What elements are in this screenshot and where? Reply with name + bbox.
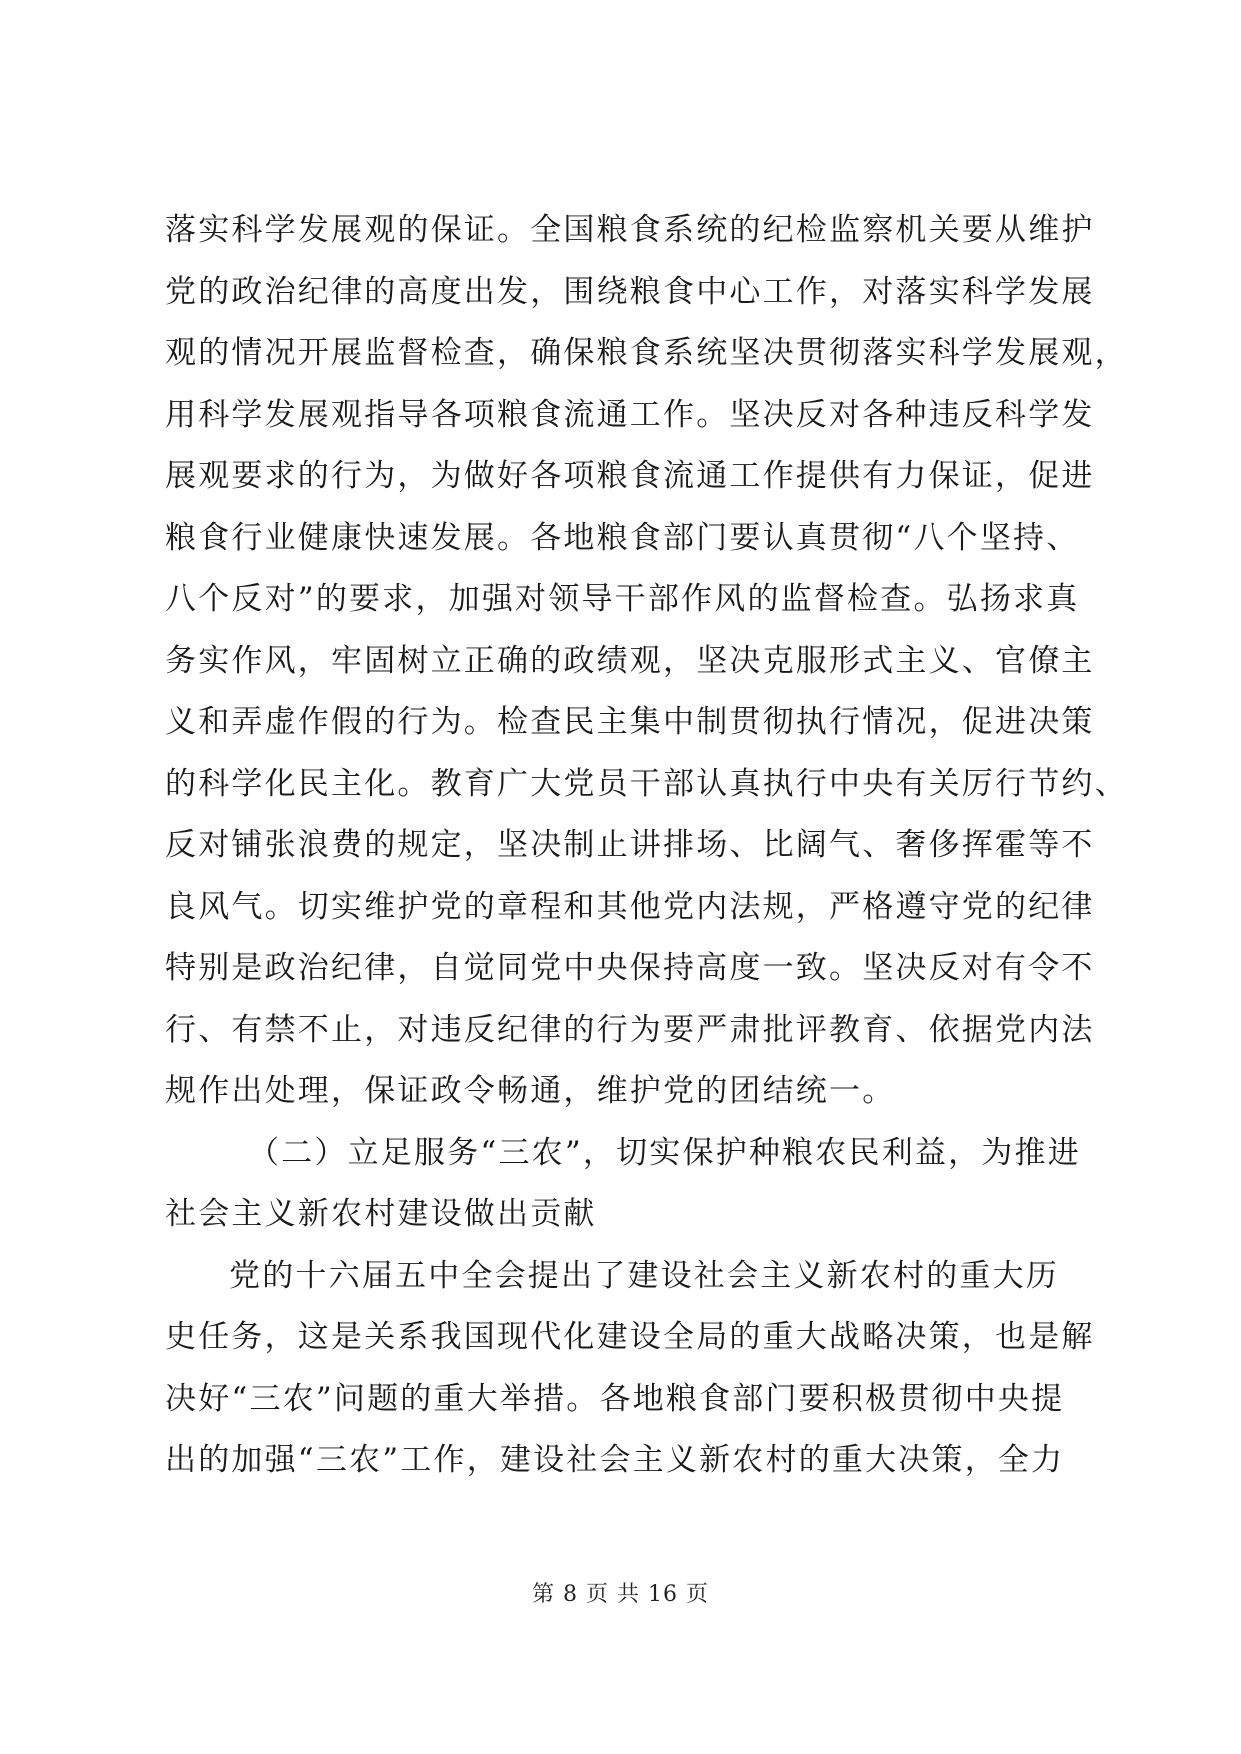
document-body — [165, 200, 1128, 1492]
text-line: 展观要求的行为，为做好各项粮食流通工作提供有力保证，促进 — [165, 458, 1095, 494]
text-line: 良风气。切实维护党的章程和其他党内法规，严格遵守党的纪律 — [165, 888, 1095, 925]
text-line: 粮食行业健康快速发展。各地粮食部门要认真贯彻“八个坚持、 — [165, 519, 1080, 556]
text-line: 观的情况开展监督检查，确保粮食系统坚决贯彻落实科学发展观， — [165, 335, 1128, 371]
text-line: 务实作风，牢固树立正确的政绩观，坚决克服形式主义、官僚主 — [165, 642, 1095, 679]
text-line: 八个反对”的要求，加强对领导干部作风的监督检查。弘扬求真 — [165, 581, 1080, 617]
text-line: 党的政治纪律的高度出发，围绕粮食中心工作，对落实科学发展 — [165, 273, 1095, 310]
section-heading-line: 社会主义新农村建设做出贡献 — [165, 1196, 597, 1232]
text-line: 的科学化民主化。教育广大党员干部认真执行中央有关厉行节约、 — [165, 765, 1128, 802]
text-line: 党的十六届五中全会提出了建设社会主义新农村的重大历 — [229, 1257, 1059, 1294]
text-line: 反对铺张浪费的规定，坚决制止讲排场、比阔气、奢侈挥霍等不 — [165, 827, 1095, 863]
text-line: 史任务，这是关系我国现代化建设全局的重大战略决策，也是解 — [165, 1319, 1095, 1355]
section-heading-line: （二）立足服务“三农”，切实保护种粮农民利益，为推进 — [248, 1134, 1081, 1171]
text-line: 出的加强“三农”工作，建设社会主义新农村的重大决策，全力 — [165, 1442, 1065, 1478]
text-line: 行、有禁不止，对违反纪律的行为要严肃批评教育、依据党内法 — [165, 1011, 1095, 1048]
text-line: 用科学发展观指导各项粮食流通工作。坚决反对各种违反科学发 — [165, 396, 1095, 433]
page-footer: 第 8 页 共 16 页 — [532, 1582, 709, 1607]
text-line: 特别是政治纪律，自觉同党中央保持高度一致。坚决反对有令不 — [165, 950, 1095, 986]
text-line: 决好“三农”问题的重大举措。各地粮食部门要积极贯彻中央提 — [165, 1380, 1065, 1417]
text-line: 落实科学发展观的保证。全国粮食系统的纪检监察机关要从维护 — [165, 212, 1095, 248]
text-line: 义和弄虚作假的行为。检查民主集中制贯彻执行情况，促进决策 — [165, 704, 1095, 740]
text-line: 规作出处理，保证政令畅通，维护党的团结统一。 — [165, 1073, 896, 1109]
